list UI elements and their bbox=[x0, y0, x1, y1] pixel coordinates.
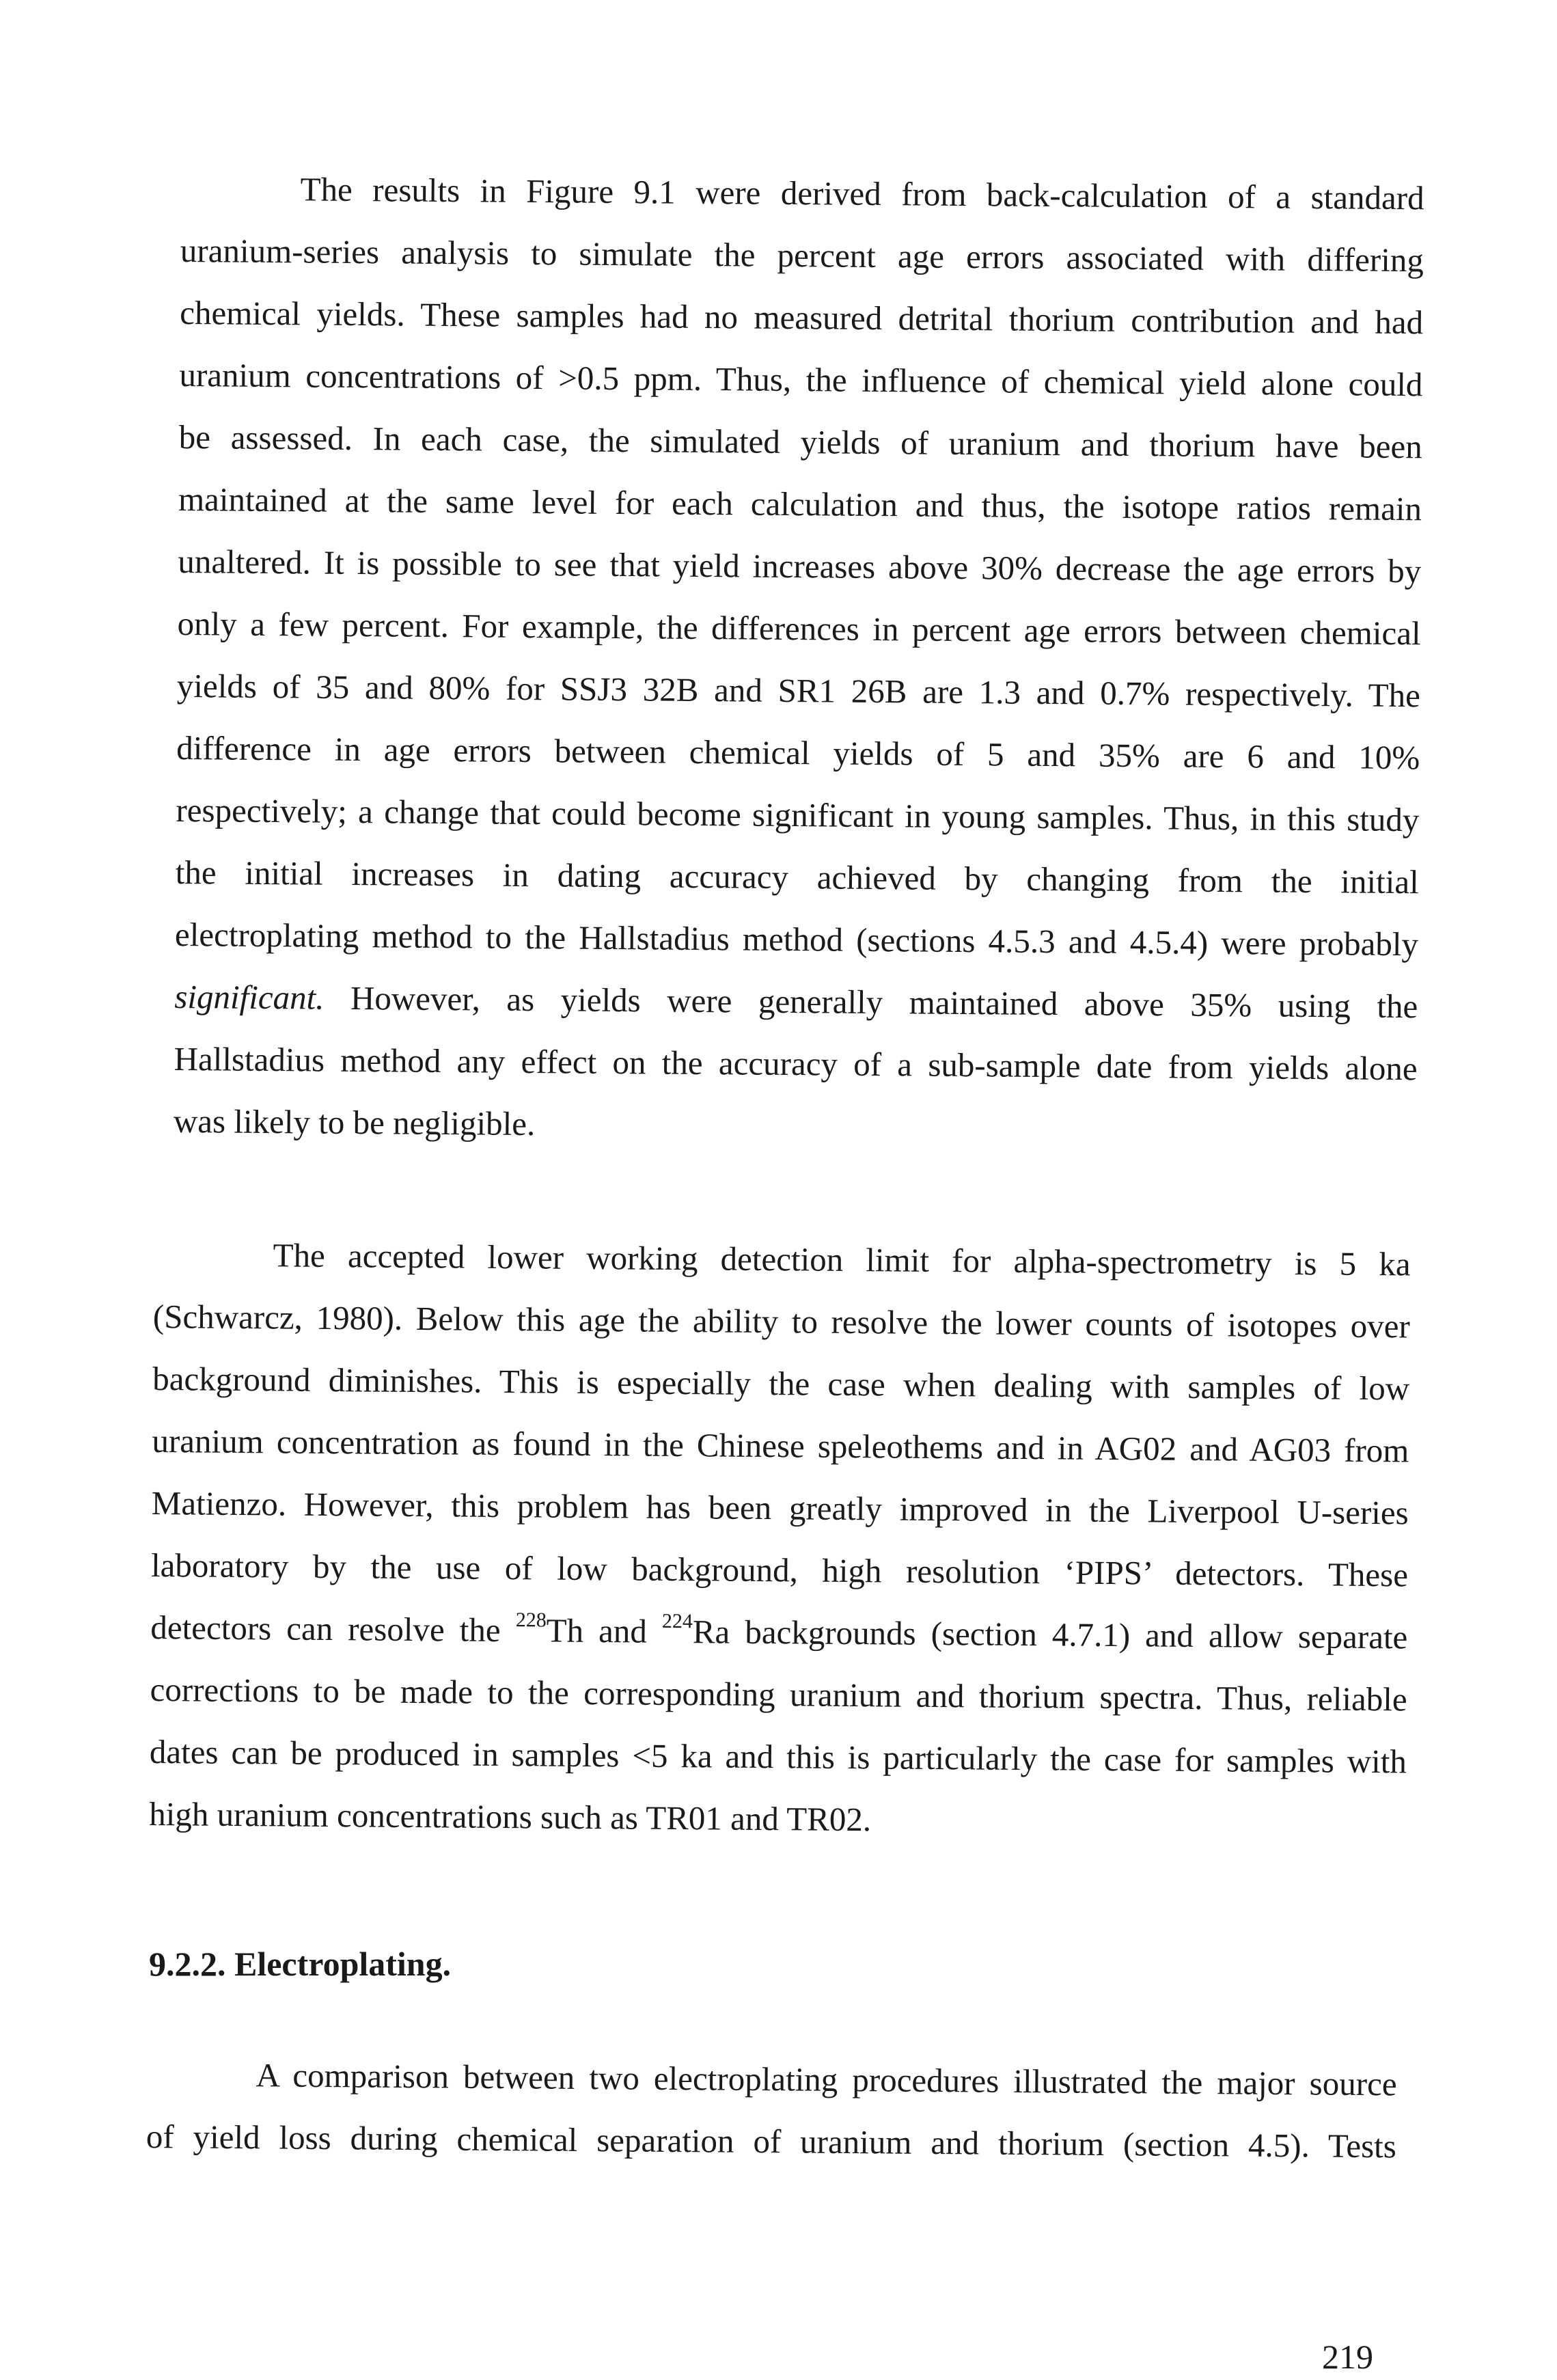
text-line: uranium-series analysis to simulate the percent age errors associated with differing bbox=[180, 231, 1424, 279]
text-line: yields of 35 and 80% for SSJ3 32B and SR1 26B are 1.3 and 0.7% respectively. The bbox=[176, 666, 1421, 715]
page-number: 219 bbox=[1322, 2338, 1373, 2376]
text-line: the initial increases in dating accuracy achieved by changing from the initial bbox=[175, 853, 1419, 901]
text-line: maintained at the same level for each calculation and thus, the isotope ratios remain bbox=[178, 480, 1422, 528]
text-line: The accepted lower working detection limit for alpha-spectrometry is 5 ka bbox=[273, 1236, 1411, 1283]
text-line: (Schwarcz, 1980). Below this age the ability to resolve the lower counts of isotopes over bbox=[152, 1297, 1411, 1345]
paragraph-yield-errors bbox=[174, 157, 1424, 1162]
text-line: uranium concentrations of >0.5 ppm. Thus, the influence of chemical yield alone could bbox=[179, 355, 1423, 404]
text-line: A comparison between two electroplating procedures illustrated the major source bbox=[256, 2056, 1397, 2103]
superscript-mass-number: 228 bbox=[515, 1609, 547, 1632]
text-line: unaltered. It is possible to see that yield increases above 30% decrease the age errors by bbox=[178, 542, 1422, 590]
text-line: However, as yields were generally maintained above 35% using the bbox=[350, 979, 1418, 1026]
text-line: of yield loss during chemical separation of uranium and thorium (section 4.5). Tests bbox=[146, 2117, 1397, 2165]
text-line: difference in age errors between chemical yields of 5 and 35% are 6 and 10% bbox=[176, 728, 1420, 777]
section-heading: 9.2.2. Electroplating. bbox=[149, 1945, 452, 1983]
text-line: background diminishes. This is especially the case when dealing with samples of low bbox=[152, 1359, 1410, 1408]
superscript-mass-number: 224 bbox=[661, 1609, 693, 1633]
text-line: high uranium concentrations such as TR01 and TR02. bbox=[148, 1794, 872, 1839]
text-line: dates can be produced in samples <5 ka and this is particularly the case for samples with bbox=[149, 1732, 1407, 1781]
text-line: laboratory by the use of low background, high resolution ‘PIPS’ detectors. These bbox=[150, 1546, 1409, 1594]
text-line: chemical yields. These samples had no measured detrital thorium contribution and had bbox=[179, 293, 1424, 342]
text-line: be assessed. In each case, the simulated yields of uranium and thorium have been bbox=[178, 418, 1422, 466]
text-line: uranium concentration as found in the Chinese speleothems and in AG02 and AG03 from bbox=[152, 1421, 1409, 1470]
paragraph-detection-limit bbox=[149, 1223, 1411, 1855]
text-line: corrections to be made to the corresponding uranium and thorium spectra. Thus, reliable bbox=[150, 1670, 1407, 1719]
text-fragment: Ra backgrounds (section 4.7.1) and allow separate bbox=[692, 1613, 1408, 1656]
text-line: was likely to be negligible. bbox=[173, 1102, 536, 1143]
text-line: Matienzo. However, this problem has been greatly improved in the Liverpool U-series bbox=[151, 1483, 1409, 1532]
text-line: respectively; a change that could become significant in young samples. Thus, in this study bbox=[176, 791, 1420, 839]
text-fragment: detectors can resolve the bbox=[150, 1608, 501, 1650]
text-line: Hallstadius method any effect on the accuracy of a sub-sample date from yields alone bbox=[174, 1039, 1418, 1088]
text-line: only a few percent. For example, the differences in percent age errors between chemical bbox=[177, 604, 1421, 653]
text-line: electroplating method to the Hallstadius method (sections 4.5.3 and 4.5.4) were probably bbox=[174, 915, 1419, 963]
paragraph-electroplating bbox=[146, 2043, 1397, 2177]
text-fragment: Th and bbox=[546, 1611, 648, 1650]
emphasis-word: significant. bbox=[174, 977, 325, 1017]
text-line: The results in Figure 9.1 were derived from back-calculation of a standard bbox=[300, 170, 1424, 217]
